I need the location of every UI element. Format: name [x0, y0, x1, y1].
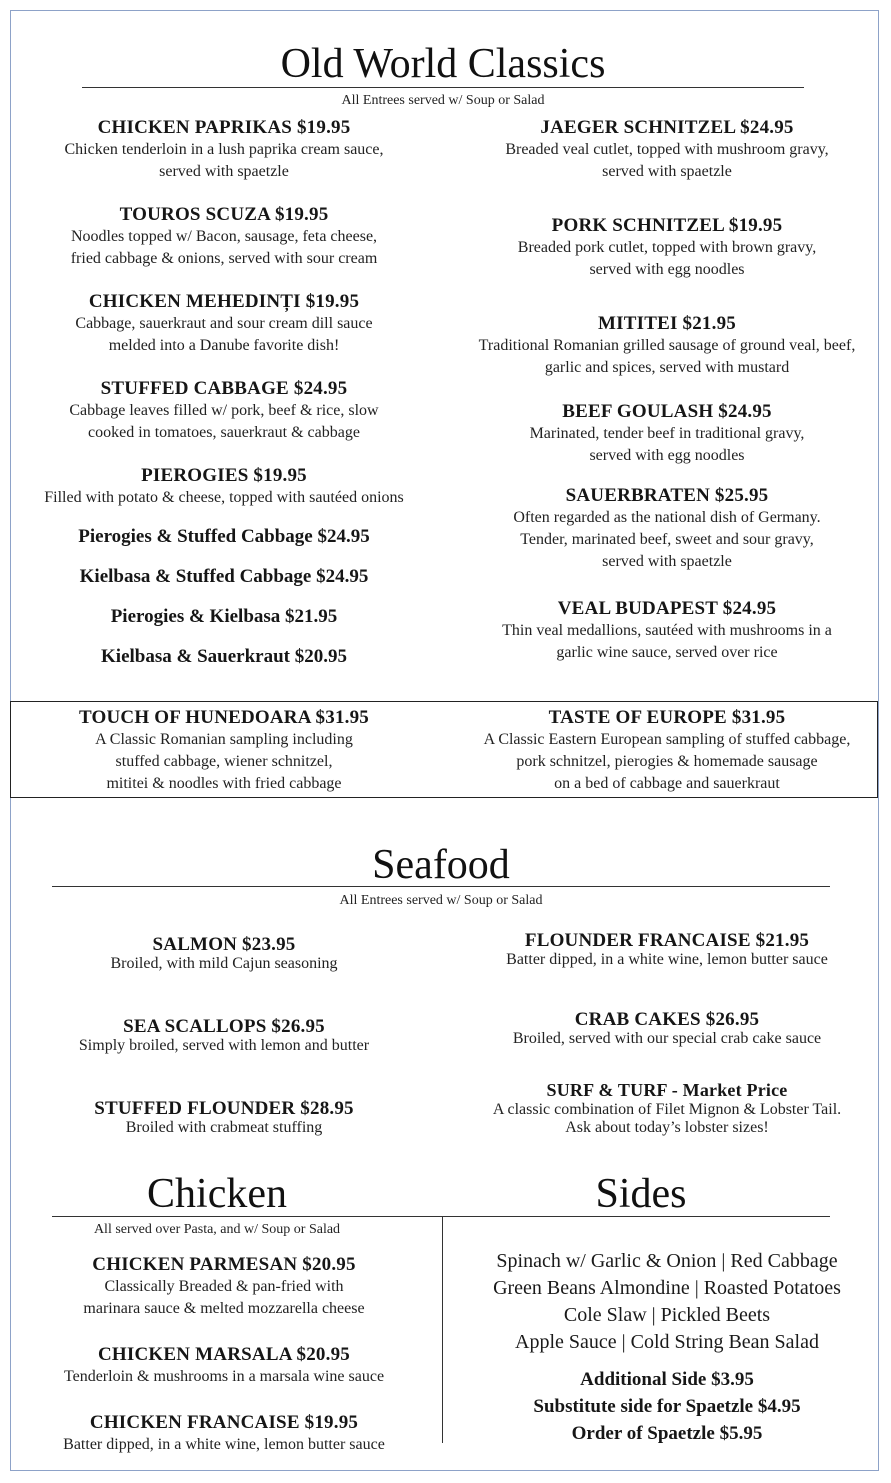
item-name: SURF & TURF - Market Price	[546, 1080, 788, 1100]
sides-line: Spinach w/ Garlic & Onion | Red Cabbage	[496, 1250, 838, 1272]
menu-item	[14, 1016, 434, 1055]
item-desc: Noodles topped w/ Bacon, sausage, feta cheese, fried cabbage & onions, served with sour cream	[70, 228, 378, 267]
menu-item	[452, 1009, 882, 1048]
item-desc: Filled with potato & cheese, topped with sautéed onions	[44, 489, 404, 506]
item-desc: Often regarded as the national dish of Germany. Tender, marinated beef, sweet and sour gravy, served with spaetzle	[513, 509, 821, 570]
old-world-right-column	[452, 116, 882, 664]
sampler-right	[452, 706, 882, 795]
seafood-right-column	[452, 930, 882, 1137]
side-price: Order of Spaetzle $5.95	[571, 1423, 763, 1444]
item-name: TOUROS SCUZA $19.95	[119, 204, 329, 225]
menu-item	[452, 597, 882, 664]
combo-item: Pierogies & Stuffed Cabbage $24.95	[78, 526, 370, 547]
seafood-rule	[52, 886, 830, 887]
item-name: TASTE OF EUROPE $31.95	[548, 707, 786, 728]
combo-item: Pierogies & Kielbasa $21.95	[110, 606, 338, 627]
column-divider	[442, 1217, 443, 1443]
item-name: VEAL BUDAPEST $24.95	[557, 598, 777, 619]
menu-item	[452, 116, 882, 183]
menu-item	[14, 116, 434, 183]
chicken-sides-rule	[52, 1216, 830, 1217]
item-name: CHICKEN FRANCAISE $19.95	[89, 1412, 359, 1433]
item-name: CRAB CAKES $26.95	[574, 1009, 760, 1030]
item-name: BEEF GOULASH $24.95	[562, 401, 772, 422]
sampler-left	[14, 706, 434, 795]
item-name: TOUCH OF HUNEDOARA $31.95	[78, 707, 370, 728]
menu-item	[14, 203, 434, 270]
old-world-left-column	[14, 116, 434, 668]
menu-item	[452, 400, 882, 467]
menu-item	[14, 1253, 434, 1320]
item-desc: Thin veal medallions, sautéed with mushrooms in a garlic wine sauce, served over rice	[502, 622, 832, 661]
item-name: SALMON $23.95	[152, 934, 296, 955]
item-desc: Classically Breaded & pan-fried with marinara sauce & melted mozzarella cheese	[83, 1278, 365, 1317]
item-desc: Breaded veal cutlet, topped with mushroom gravy, served with spaetzle	[505, 141, 829, 180]
item-name: PORK SCHNITZEL $19.95	[551, 215, 783, 236]
old-world-title: Old World Classics	[280, 41, 606, 87]
sides-line: Apple Sauce | Cold String Bean Salad	[515, 1331, 819, 1353]
menu-item	[452, 930, 882, 969]
item-name: CHICKEN MARSALA $20.95	[98, 1344, 350, 1365]
chicken-column	[14, 1253, 434, 1456]
item-desc: Traditional Romanian grilled sausage of ground veal, beef, garlic and spices, served with mustard	[478, 337, 856, 376]
item-desc: Batter dipped, in a white wine, lemon butter sauce	[506, 951, 828, 968]
item-desc: Simply broiled, served with lemon and butter	[78, 1037, 370, 1054]
item-name: CHICKEN PAPRIKAS $19.95	[97, 117, 351, 138]
item-name: STUFFED FLOUNDER $28.95	[94, 1098, 354, 1119]
item-name: CHICKEN MEHEDINȚI $19.95	[88, 291, 360, 312]
item-desc: Cabbage leaves filled w/ pork, beef & rice, slow cooked in tomatoes, sauerkraut & cabbage	[69, 402, 379, 441]
menu-item	[14, 934, 434, 973]
item-name: SEA SCALLOPS $26.95	[123, 1016, 325, 1037]
seafood-left-column	[14, 934, 434, 1137]
menu-item	[14, 1098, 434, 1137]
item-desc: Batter dipped, in a white wine, lemon butter sauce	[63, 1436, 385, 1453]
item-desc: A classic combination of Filet Mignon & Lobster Tail. Ask about today’s lobster sizes!	[492, 1101, 842, 1136]
menu-item	[452, 1080, 882, 1137]
chicken-note: All served over Pasta, and w/ Soup or Salad	[93, 1222, 341, 1237]
item-name: MITITEI $21.95	[598, 313, 736, 334]
item-desc: A Classic Romanian sampling including stuffed cabbage, wiener schnitzel, mititei & noodles with fried cabbage	[95, 731, 353, 792]
menu-item	[452, 214, 882, 281]
item-desc: Breaded pork cutlet, topped with brown gravy, served with egg noodles	[517, 239, 817, 278]
item-desc: Chicken tenderloin in a lush paprika cream sauce, served with spaetzle	[64, 141, 384, 180]
item-desc: Broiled, served with our special crab cake sauce	[512, 1030, 822, 1047]
seafood-title: Seafood	[372, 842, 510, 888]
item-name: CHICKEN PARMESAN $20.95	[92, 1254, 356, 1275]
old-world-rule	[82, 87, 804, 88]
item-name: JAEGER SCHNITZEL $24.95	[540, 117, 794, 138]
menu-item	[14, 1411, 434, 1456]
sides-line: Cole Slaw | Pickled Beets	[563, 1304, 771, 1326]
seafood-note: All Entrees served w/ Soup or Salad	[339, 893, 543, 908]
item-desc: Broiled, with mild Cajun seasoning	[110, 955, 338, 972]
item-desc: A Classic Eastern European sampling of stuffed cabbage, pork schnitzel, pierogies & homemade sausage on a bed of cabbage and sauerkraut	[483, 731, 851, 792]
item-desc: Tenderloin & mushrooms in a marsala wine sauce	[63, 1368, 385, 1385]
chicken-title: Chicken	[147, 1171, 287, 1217]
menu-item	[452, 484, 882, 573]
sides-title: Sides	[595, 1171, 687, 1217]
menu-item	[452, 312, 882, 379]
item-desc: Broiled with crabmeat stuffing	[125, 1119, 323, 1136]
item-name: FLOUNDER FRANCAISE $21.95	[524, 930, 810, 951]
side-price: Additional Side $3.95	[580, 1369, 754, 1390]
menu-item	[14, 377, 434, 444]
item-name: STUFFED CABBAGE $24.95	[100, 378, 348, 399]
item-name: SAUERBRATEN $25.95	[565, 485, 769, 506]
sides-column	[452, 1248, 882, 1447]
old-world-note: All Entrees served w/ Soup or Salad	[341, 93, 545, 108]
item-name: PIEROGIES $19.95	[141, 465, 307, 486]
menu-item	[14, 464, 434, 509]
sides-line: Green Beans Almondine | Roasted Potatoes	[493, 1277, 841, 1299]
combo-item: Kielbasa & Sauerkraut $20.95	[101, 646, 347, 667]
item-desc: Marinated, tender beef in traditional gravy, served with egg noodles	[529, 425, 805, 464]
item-desc: Cabbage, sauerkraut and sour cream dill sauce melded into a Danube favorite dish!	[75, 315, 373, 354]
side-price: Substitute side for Spaetzle $4.95	[533, 1396, 801, 1417]
menu-item	[14, 290, 434, 357]
combo-item: Kielbasa & Stuffed Cabbage $24.95	[79, 566, 369, 587]
menu-item	[14, 1343, 434, 1388]
